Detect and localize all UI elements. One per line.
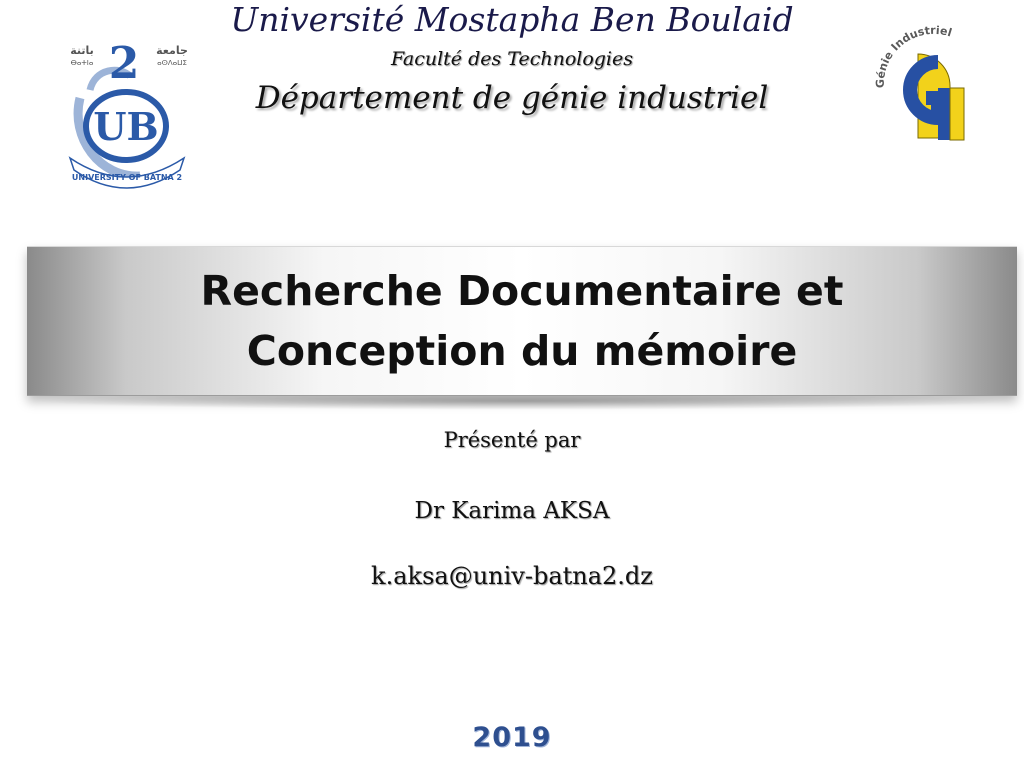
logo-ring-text: UNIVERSITY OF BATNA 2 xyxy=(71,173,183,182)
logo-arabic-text-2: باتنة xyxy=(70,44,94,57)
logo-tifinagh-text-1: ⴰⵙⴷⴰⵡⵉ xyxy=(157,59,187,67)
presenter-email: k.aksa@univ-batna2.dz xyxy=(371,562,653,590)
title-banner xyxy=(27,246,1017,396)
university-name: Université Mostapha Ben Boulaid xyxy=(230,0,794,39)
year-label: 2019 xyxy=(472,722,552,753)
slide-title xyxy=(27,261,1017,381)
department-name: Département de génie industriel xyxy=(255,80,769,116)
slide-title-line-1: Recherche Documentaire et xyxy=(200,267,844,315)
logo-tifinagh-text-2: ⴱⴰⵜⵏⴰ xyxy=(70,59,94,67)
slide-title-line-2: Conception du mémoire xyxy=(246,327,798,375)
presenter-name: Dr Karima AKSA xyxy=(414,498,610,524)
presented-by-label: Présenté par xyxy=(443,428,581,452)
logo-monogram: UB xyxy=(93,104,159,149)
logo-numeral: 2 xyxy=(108,38,140,89)
logo-arabic-text-1: جامعة xyxy=(156,44,188,57)
faculty-name: Faculté des Technologies xyxy=(390,48,634,70)
logo-ring-text-right: Génie Industriel xyxy=(873,23,954,89)
